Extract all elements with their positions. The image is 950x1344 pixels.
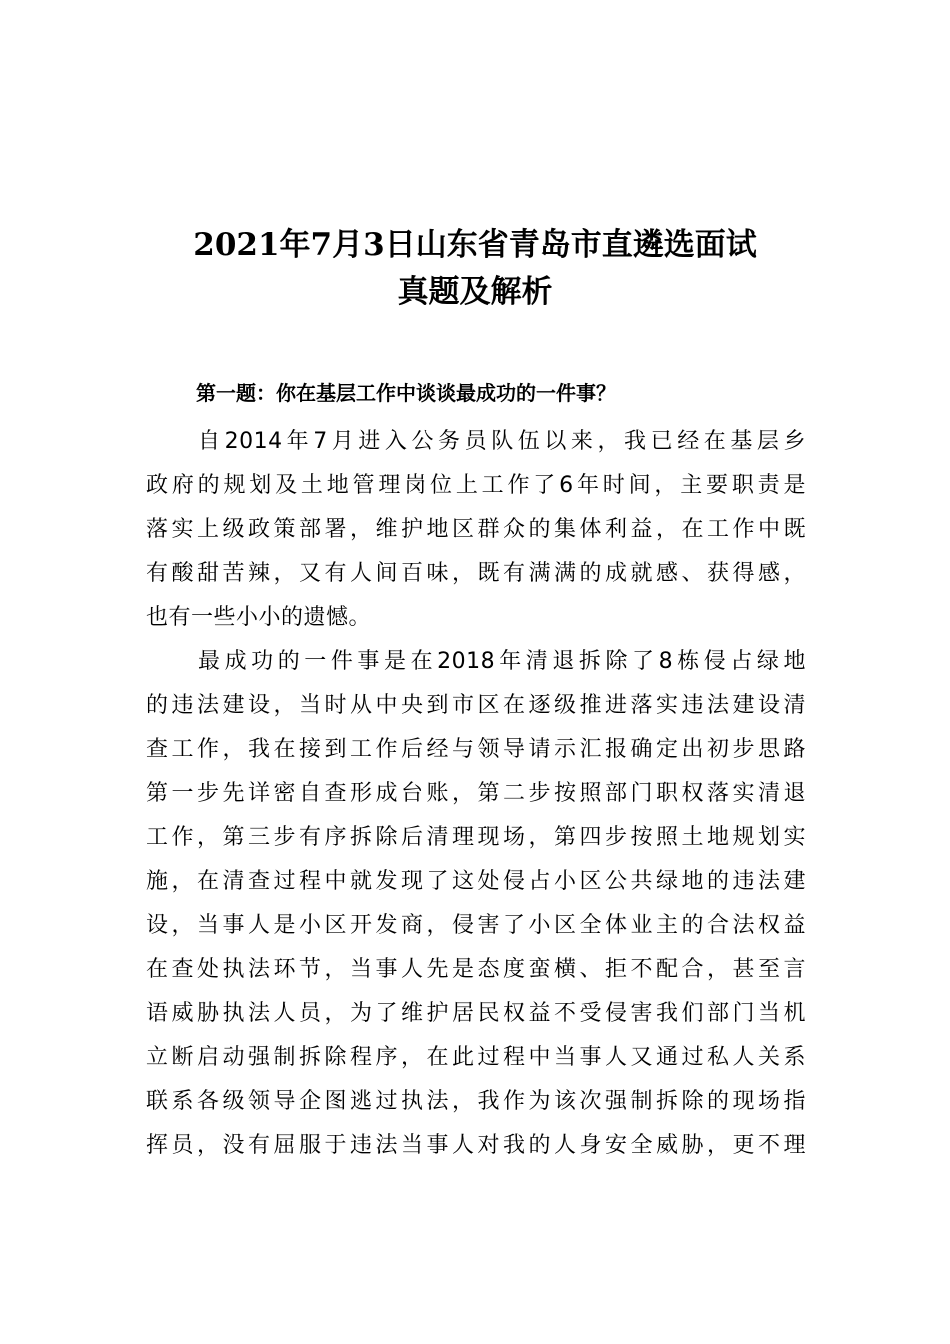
text-line: 挥员，没有屈服于违法当事人对我的人身安全威胁，更不理 bbox=[146, 1133, 806, 1158]
text-line: 联系各级领导企图逃过执法，我作为该次强制拆除的现场指 bbox=[146, 1089, 806, 1114]
text-line: 施，在清查过程中就发现了这处侵占小区公共绿地的违法建 bbox=[146, 869, 806, 894]
paragraph-2 bbox=[146, 640, 806, 1168]
text-line: 设，当事人是小区开发商，侵害了小区全体业主的合法权益 bbox=[146, 913, 806, 938]
text-line: 自2014年7月进入公务员队伍以来，我已经在基层乡 bbox=[198, 429, 806, 454]
text-line: 最成功的一件事是在2018年清退拆除了8栋侵占绿地 bbox=[198, 649, 806, 674]
text-line: 工作，第三步有序拆除后清理现场，第四步按照土地规划实 bbox=[146, 825, 806, 850]
answer-body bbox=[146, 420, 806, 1168]
text-line: 在查处执法环节，当事人先是态度蛮横、拒不配合，甚至言 bbox=[146, 957, 806, 982]
text-line: 有酸甜苦辣，又有人间百味，既有满满的成就感、获得感， bbox=[146, 561, 806, 586]
text-line: 查工作，我在接到工作后经与领导请示汇报确定出初步思路 bbox=[146, 737, 806, 762]
title-line-2: 真题及解析 bbox=[397, 274, 553, 310]
text-line: 政府的规划及土地管理岗位上工作了6年时间，主要职责是 bbox=[146, 473, 806, 498]
title-line-1: 2021年7月3日山东省青岛市直遴选面试 bbox=[193, 227, 757, 263]
text-line: 也有一些小小的遗憾。 bbox=[146, 605, 372, 630]
text-line: 落实上级政策部署，维护地区群众的集体利益，在工作中既 bbox=[146, 517, 806, 542]
document-title bbox=[120, 222, 830, 316]
paragraph-1 bbox=[146, 420, 806, 640]
question-heading: 第一题：你在基层工作中谈谈最成功的一件事？ bbox=[196, 381, 616, 405]
text-line: 的违法建设，当时从中央到市区在逐级推进落实违法建设清 bbox=[146, 693, 806, 718]
text-line: 第一步先详密自查形成台账，第二步按照部门职权落实清退 bbox=[146, 781, 806, 806]
text-line: 语威胁执法人员，为了维护居民权益不受侵害我们部门当机 bbox=[146, 1001, 806, 1026]
text-line: 立断启动强制拆除程序，在此过程中当事人又通过私人关系 bbox=[146, 1045, 806, 1070]
